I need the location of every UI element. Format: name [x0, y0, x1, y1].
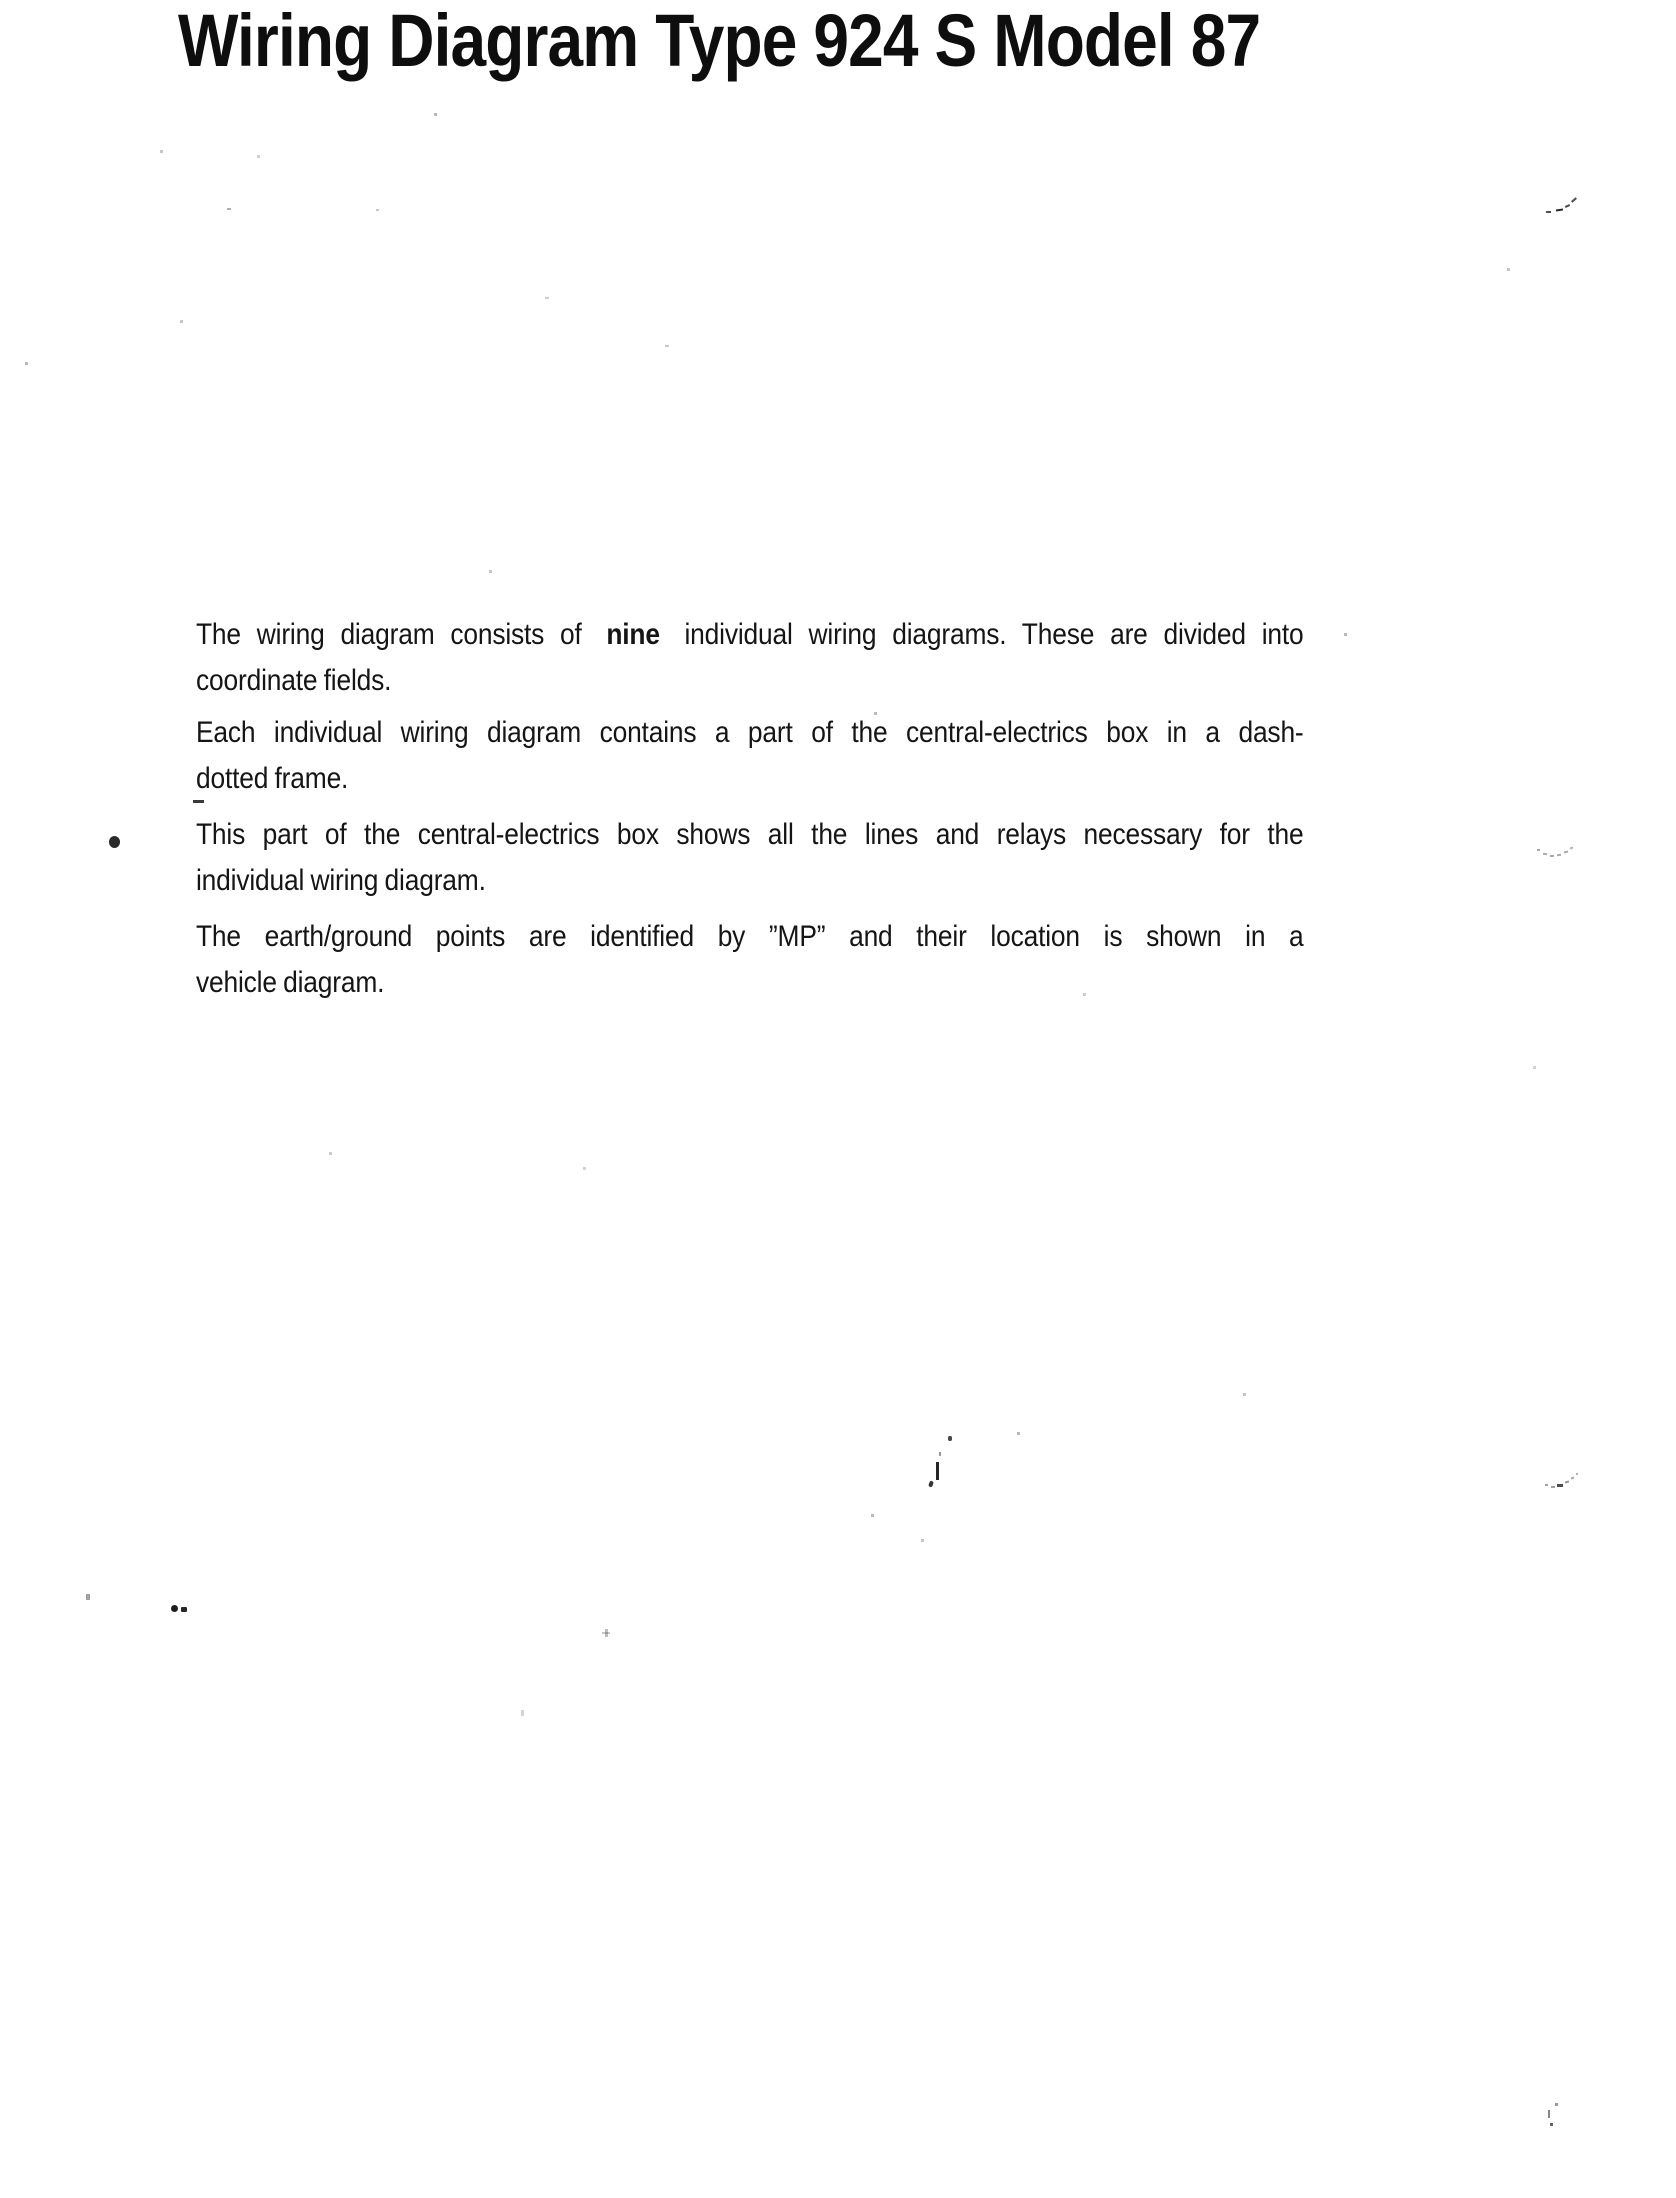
artifact-speck [1565, 204, 1570, 208]
artifact-speck [1550, 2123, 1553, 2126]
artifact-speck [1537, 849, 1540, 851]
text-segment: This part of the central-electrics box shows all the lines and relays necessary for the [196, 818, 1304, 851]
artifact-speck [1571, 197, 1577, 202]
paragraph [196, 914, 1304, 1006]
artifact-speck [160, 150, 163, 153]
artifact-speck [921, 1539, 924, 1542]
artifact-speck [871, 1514, 874, 1517]
bold-word: nine [606, 618, 660, 651]
artifact-speck [521, 1710, 524, 1716]
artifact-speck [181, 1607, 187, 1612]
text-line [196, 756, 1304, 802]
artifact-speck [1533, 1066, 1536, 1069]
artifact-speck [434, 113, 437, 116]
artifact-speck [193, 800, 204, 803]
artifact-speck [1017, 1432, 1020, 1435]
text-segment: The wiring diagram consists of [196, 618, 582, 651]
artifact-speck [1576, 1473, 1578, 1475]
artifact-speck [329, 1152, 332, 1155]
artifact-speck [1545, 1484, 1548, 1486]
artifact-speck [1557, 854, 1561, 856]
artifact-speck [180, 320, 183, 323]
text-line [196, 812, 1304, 858]
artifact-speck [1571, 1476, 1575, 1479]
artifact-speck [1565, 1481, 1569, 1484]
artifact-speck [1507, 268, 1510, 271]
text-line [196, 960, 1304, 1006]
artifact-speck [936, 1462, 939, 1480]
artifact-speck [1555, 2103, 1558, 2106]
artifact-speck [1551, 1486, 1555, 1488]
text-segment: individual wiring diagrams. These are divided into [684, 618, 1304, 651]
artifact-speck [1344, 633, 1347, 636]
text-segment: coordinate fields. [196, 664, 392, 697]
artifact-speck [545, 297, 549, 299]
artifact-speck [1550, 855, 1554, 857]
artifact-speck [948, 1436, 952, 1441]
artifact-speck [257, 155, 260, 158]
artifact-speck [939, 1452, 941, 1456]
artifact-speck [109, 836, 120, 848]
paragraph [196, 612, 1304, 704]
text-line [196, 914, 1304, 960]
page-title: Wiring Diagram Type 924 S Model 87 [178, 0, 1261, 82]
artifact-speck [1556, 209, 1563, 212]
artifact-speck [1543, 853, 1547, 856]
paragraph [196, 812, 1304, 904]
artifact-speck [1564, 851, 1568, 854]
text-line [196, 858, 1304, 904]
text-segment: individual wiring diagram. [196, 864, 486, 897]
artifact-speck [227, 208, 231, 210]
text-line [196, 658, 1304, 704]
artifact-speck [1243, 1393, 1246, 1396]
artifact-speck [602, 1632, 610, 1634]
artifact-speck [665, 345, 669, 347]
artifact-speck [1557, 1484, 1563, 1487]
paragraph [196, 710, 1304, 802]
artifact-speck [489, 570, 492, 573]
text-segment: Each individual wiring diagram contains a part of the central-electrics box in a dash- [196, 716, 1304, 749]
artifact-speck [1548, 2110, 1550, 2118]
artifact-speck [1083, 993, 1086, 996]
artifact-speck [376, 209, 379, 211]
text-line [196, 612, 1304, 658]
text-segment: The earth/ground points are identified by ”MP” and their location is shown in a [196, 920, 1304, 953]
artifact-speck [86, 1594, 90, 1600]
artifact-speck [25, 362, 28, 365]
artifact-speck [1570, 847, 1574, 850]
text-segment: dotted frame. [196, 762, 349, 795]
text-segment: vehicle diagram. [196, 966, 385, 999]
artifact-speck [874, 712, 877, 715]
artifact-speck [928, 1480, 934, 1487]
artifact-speck [1546, 211, 1551, 213]
artifact-speck [171, 1605, 178, 1612]
artifact-speck [583, 1167, 586, 1170]
text-line [196, 710, 1304, 756]
